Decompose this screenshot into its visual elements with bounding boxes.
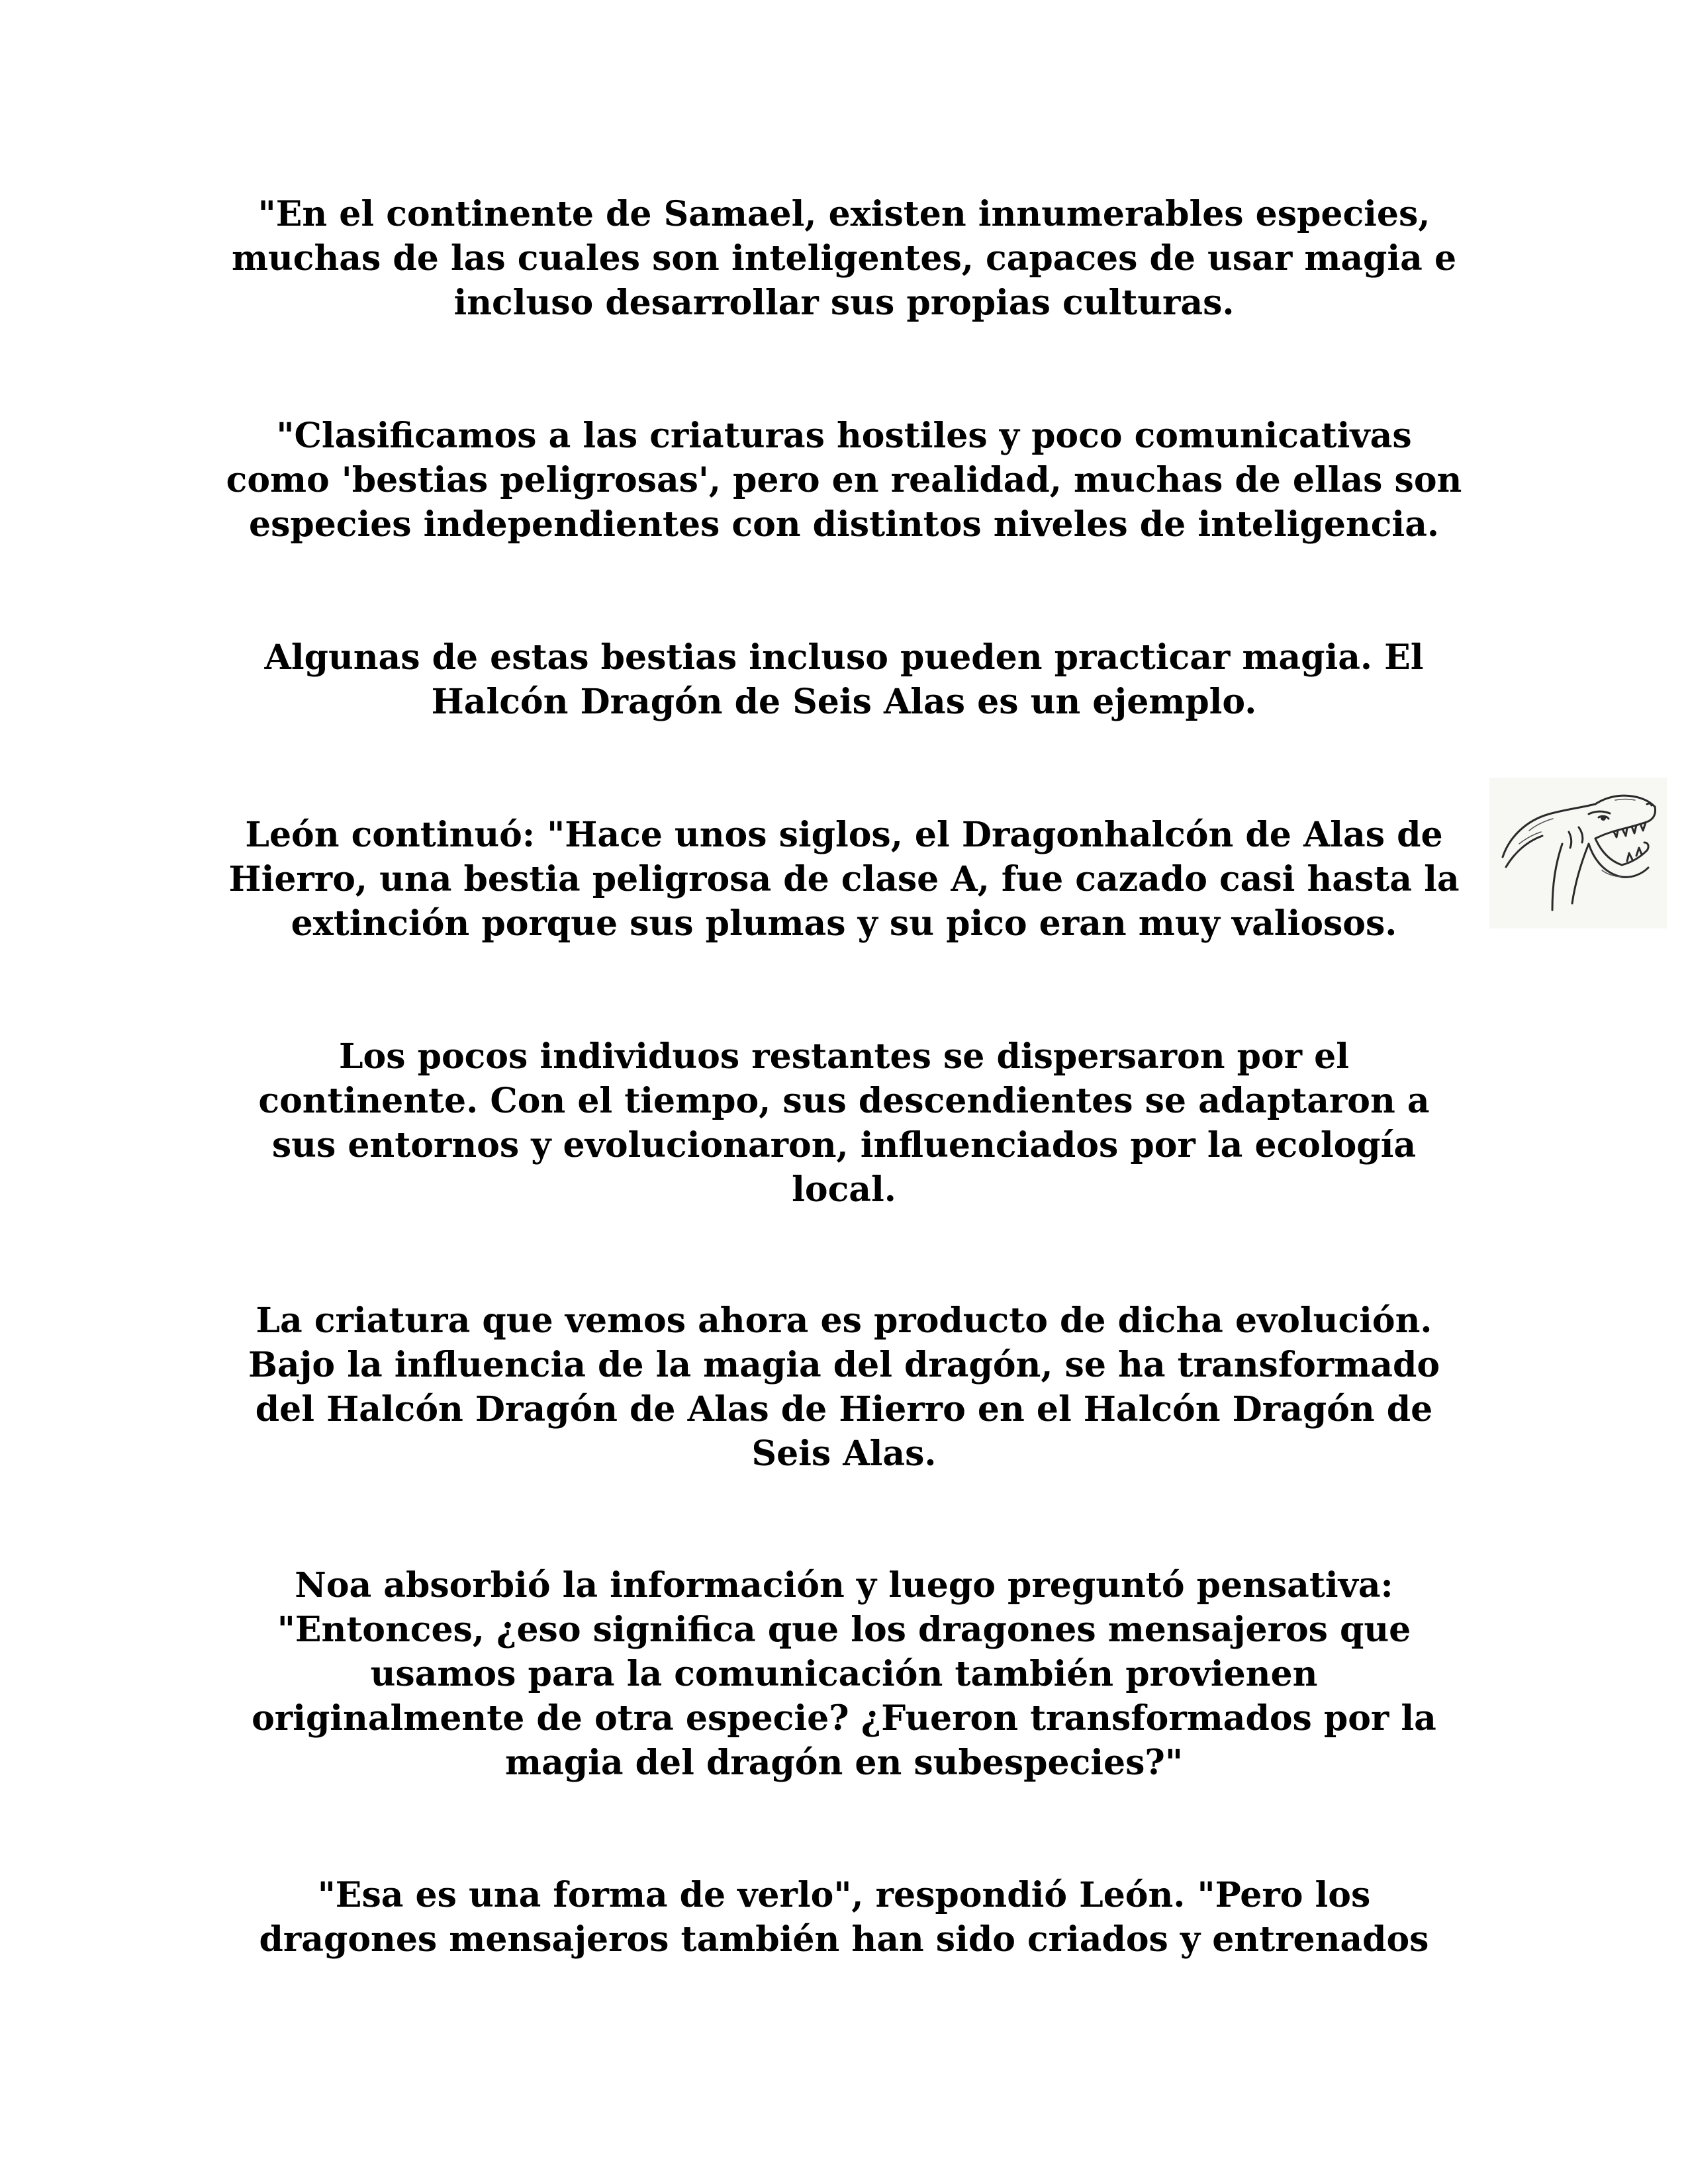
text-line: "Entonces, ¿eso significa que los dragones mensajeros que [277,1610,1411,1650]
text-line: muchas de las cuales son inteligentes, capaces de usar magia e [231,238,1457,279]
paragraph-8 [218,1873,1470,1962]
text-line: incluso desarrollar sus propias culturas. [453,283,1235,323]
text-line: especies independientes con distintos niveles de inteligencia. [249,504,1439,545]
paragraph-5 [218,1034,1470,1212]
paragraph-2 [218,414,1470,547]
text-line: usamos para la comunicación también provienen [370,1654,1318,1694]
text-line: Halcón Dragón de Seis Alas es un ejemplo. [431,682,1257,722]
text-line: como 'bestias peligrosas', pero en realidad, muchas de ellas son [226,460,1462,500]
text-line: dragones mensajeros también han sido criados y entrenados [259,1919,1429,1960]
paragraph-6 [218,1298,1470,1476]
text-line: "En el continente de Samael, existen innumerables especies, [258,194,1430,234]
paragraph-4 [218,813,1470,946]
text-line: continente. Con el tiempo, sus descendientes se adaptaron a [258,1081,1430,1121]
text-line: "Clasificamos a las criaturas hostiles y poco comunicativas [276,416,1412,456]
text-line: local. [792,1169,896,1210]
text-line: Seis Alas. [751,1433,937,1474]
text-line: La criatura que vemos ahora es producto de dicha evolución. [256,1300,1432,1341]
text-line: originalmente de otra especie? ¿Fueron transformados por la [252,1698,1436,1739]
text-line: extinción porque sus plumas y su pico eran muy valiosos. [291,903,1397,944]
text-line: Hierro, una bestia peligrosa de clase A, fue cazado casi hasta la [228,859,1460,899]
text-line: Algunas de estas bestias incluso pueden practicar magia. El [264,637,1424,678]
text-line: Noa absorbió la información y luego preguntó pensativa: [295,1565,1393,1606]
paragraph-7 [218,1563,1470,1785]
paragraph-1 [218,192,1470,325]
paragraph-3 [218,635,1470,724]
dinosaur-head-sketch-icon [1489,778,1667,929]
text-line: Los pocos individuos restantes se dispersaron por el [338,1036,1350,1077]
text-line: magia del dragón en subespecies?" [505,1743,1183,1783]
text-line: sus entornos y evolucionaron, influenciados por la ecología [271,1125,1417,1165]
text-line: Bajo la influencia de la magia del dragón, se ha transformado [248,1345,1440,1385]
text-line: del Halcón Dragón de Alas de Hierro en el Halcón Dragón de [255,1389,1433,1430]
text-line: "Esa es una forma de verlo", respondió León. "Pero los [317,1875,1371,1915]
text-line: León continuó: "Hace unos siglos, el Dragonhalcón de Alas de [245,815,1443,855]
